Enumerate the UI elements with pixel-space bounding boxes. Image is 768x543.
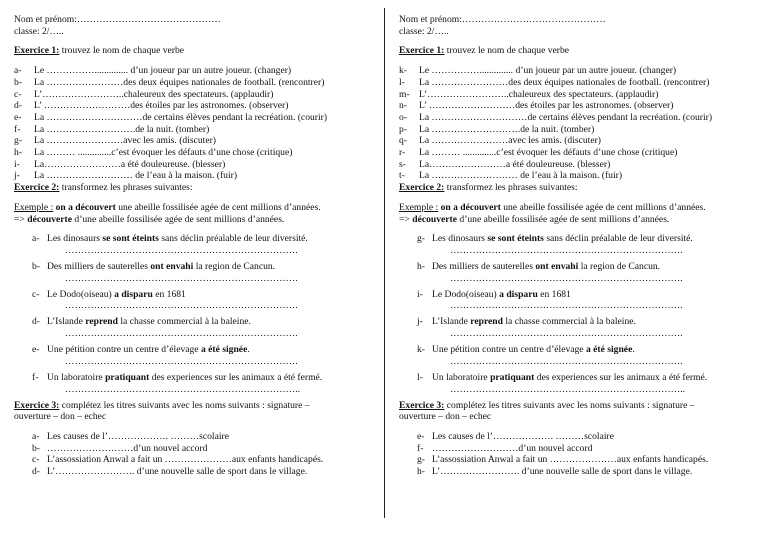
item-letter: k- (399, 65, 407, 77)
exercise-1-item (14, 77, 376, 89)
item-letter: e- (417, 431, 425, 443)
exercise-2-heading (14, 182, 376, 194)
sentence-end: sans déclin préalable de leur diversité. (158, 233, 308, 245)
item-letter: b- (14, 76, 22, 88)
item-letter: k- (417, 344, 425, 356)
example-line (399, 202, 761, 214)
answer-line[interactable]: ………………………………………………………………. (65, 355, 298, 367)
sentence-verb: pratiquant (490, 371, 535, 383)
exercise-2-list (417, 233, 761, 399)
answer-line[interactable]: ………………………………………………………………. (65, 328, 298, 340)
exercise-1-item (399, 135, 761, 147)
item-text: La ……… ..............c’est évoquer les défauts d’une chose (critique) (34, 147, 293, 159)
exercise-1-item (399, 89, 761, 101)
item-letter: r- (399, 147, 406, 159)
example-rest: une abeille fossilisée agée de cent millions d’années. (500, 201, 706, 213)
exercise-2-item (32, 372, 376, 384)
sentence-verb: a été signée (585, 344, 633, 356)
sentence-verb: pratiquant (105, 371, 150, 383)
exercise-1-item (399, 159, 761, 171)
item-sentence (432, 289, 571, 301)
exercise-1-title: Exercice 1: (399, 45, 445, 57)
exercise-1-item (399, 100, 761, 112)
exercise-3-heading (14, 400, 376, 412)
exercise-1-item (14, 65, 376, 77)
sentence-end: . (632, 344, 635, 356)
exercise-1-item (399, 112, 761, 124)
item-text: La……………………a été douleureuse. (blesser) (34, 158, 226, 170)
item-letter: g- (417, 233, 425, 245)
item-letter: i- (417, 288, 423, 300)
item-letter: g- (14, 135, 22, 147)
exercise-1-item (14, 112, 376, 124)
item-text: La …………………………de certains élèves pendant la recréation. (courir) (419, 111, 713, 123)
item-letter: b- (32, 260, 40, 272)
item-sentence (47, 261, 275, 273)
item-text: L’……………………. d’une nouvelle salle de sport dans le village. (47, 466, 308, 478)
name-field: Nom et prénom:……………………………………… (14, 14, 221, 25)
item-text: ………………………d’un nouvel accord (47, 442, 208, 454)
exercise-2-heading (399, 182, 761, 194)
item-letter: g- (417, 454, 425, 466)
example-verb: on a découvert (53, 201, 116, 213)
exercise-3-item (417, 454, 761, 466)
exercise-1-item (14, 147, 376, 159)
answer-line[interactable]: ………………………………………………………………. (450, 244, 683, 256)
item-letter: o- (399, 111, 407, 123)
example-noun: découverte (27, 213, 72, 225)
example-answer-rest: d’une abeille fossilisée agée de sent millions d’années. (72, 213, 285, 225)
exercise-3-list (417, 431, 761, 478)
exercise-2-item (417, 344, 761, 356)
exercise-2-item (32, 344, 376, 356)
exercise-2-item (32, 289, 376, 301)
sentence-verb: a disparu (499, 288, 538, 300)
item-text: La ……………………… de l’eau à la maison. (fuir) (419, 170, 623, 182)
exercise-2-instruction: transformez les phrases suivantes: (444, 182, 578, 194)
item-letter: h- (14, 147, 22, 159)
item-text: La ……………………avec les amis. (discuter) (34, 135, 216, 147)
item-letter: n- (399, 100, 407, 112)
sentence-verb: ont envahi (535, 260, 579, 272)
sentence-verb: se sont éteints (487, 233, 544, 245)
class-field: classe: 2/….. (399, 25, 449, 37)
item-letter: t- (399, 170, 405, 182)
item-letter: m- (399, 88, 410, 100)
exercise-3-instruction: complétez les titres suivants avec les noms suivants : signature – (59, 399, 310, 411)
item-text: L’ ………………………des étoiles par les astronomes. (observer) (419, 100, 674, 112)
item-letter: b- (32, 442, 40, 454)
example-answer (399, 214, 761, 226)
answer-line[interactable]: ………………………………………………………………. (450, 272, 683, 284)
example-label: Exemple : (399, 201, 439, 213)
item-text: La …………………………de certains élèves pendant la recréation. (courir) (34, 111, 328, 123)
exercise-3-heading (399, 400, 761, 412)
example-rest: une abeille fossilisée agée de cent millions d’années. (115, 201, 321, 213)
item-text: La ……………………des deux équipes nationales de football. (rencontrer) (419, 76, 710, 88)
arrow: => (14, 213, 28, 225)
item-sentence (47, 316, 251, 328)
answer-line[interactable]: ………………………………………………………………. (65, 244, 298, 256)
answer-line[interactable]: ………………………………………………………………. (450, 355, 683, 367)
arrow: => (399, 213, 413, 225)
example-verb: on a découvert (438, 201, 501, 213)
sentence-verb: reprend (85, 316, 118, 328)
exercise-2-item (32, 316, 376, 328)
answer-line[interactable]: ………………………………………………………………. (65, 272, 298, 284)
example-label: Exemple : (14, 201, 54, 213)
exercise-3-item (417, 431, 761, 443)
class-field: classe: 2/….. (14, 25, 64, 37)
exercise-1-item (399, 65, 761, 77)
item-text: La ……………………….de la nuit. (tomber) (34, 123, 210, 135)
sentence-verb: a disparu (114, 288, 153, 300)
exercise-3-item (32, 454, 376, 466)
sentence-end: la region de Cancun. (578, 260, 661, 272)
exercise-3-item (417, 466, 761, 478)
sentence-verb: a été signée (200, 344, 248, 356)
exercise-1-heading (14, 45, 376, 57)
item-text: La ……………………des deux équipes nationales de football. (rencontrer) (34, 76, 325, 88)
item-letter: d- (32, 466, 40, 478)
exercise-1-instruction: trouvez le nom de chaque verbe (444, 45, 570, 57)
exercise-2-item (417, 316, 761, 328)
exercise-3-title: Exercice 3: (399, 399, 445, 411)
item-text: La……………………a été douleureuse. (blesser) (419, 158, 611, 170)
item-sentence (432, 233, 693, 245)
exercise-3-item (32, 443, 376, 455)
item-sentence (432, 261, 660, 273)
answer-line[interactable]: ……………………………………………………………….. (65, 383, 301, 395)
exercise-2-list (32, 233, 376, 399)
exercise-3-instruction: complétez les titres suivants avec les noms suivants : signature – (444, 399, 695, 411)
item-text: La ……………………… de l’eau à la maison. (fuir) (34, 170, 238, 182)
answer-line[interactable]: ………………………………………………………………. (450, 300, 683, 312)
exercise-3-item (32, 466, 376, 478)
item-text: L’……………………..chaleureux des spectateurs. (applaudir) (419, 88, 659, 100)
item-letter: q- (399, 135, 407, 147)
example-answer-rest: d’une abeille fossilisée agée de sent millions d’années. (457, 213, 670, 225)
item-sentence (432, 316, 636, 328)
exercise-2-item (417, 372, 761, 384)
exercise-1-heading (399, 45, 761, 57)
exercise-3-words: ouverture – don – echec (399, 411, 492, 423)
exercise-3-title: Exercice 3: (14, 399, 60, 411)
exercise-3-list (32, 431, 376, 478)
example-answer (14, 214, 376, 226)
item-letter: p- (399, 123, 407, 135)
item-letter: c- (32, 288, 40, 300)
answer-line[interactable]: ……………………………………………………………….. (450, 383, 686, 395)
item-text: La ……………………avec les amis. (discuter) (419, 135, 601, 147)
sentence-start: Une pétition contre un centre d’élevage (47, 344, 201, 356)
exercise-1-item (399, 170, 761, 182)
sentence-start: Un laboratoire (47, 371, 106, 383)
item-text: L’assossiation Anwal a fait un …………………aux enfants handicapés. (432, 454, 709, 466)
exercise-1-list (14, 65, 376, 182)
sentence-start: Le Dodo(oiseau) (432, 288, 500, 300)
item-letter: h- (417, 466, 425, 478)
exercise-1-instruction: trouvez le nom de chaque verbe (59, 45, 185, 57)
item-letter: e- (14, 111, 22, 123)
column-divider (384, 8, 385, 518)
item-sentence (432, 372, 707, 384)
exercise-3-item (32, 431, 376, 443)
item-sentence (47, 233, 308, 245)
exercise-1-item (14, 159, 376, 171)
item-letter: e- (32, 344, 40, 356)
sentence-start: Des milliers de sauterelles (432, 260, 536, 272)
item-letter: i- (14, 158, 20, 170)
item-text: L’……………………. d’une nouvelle salle de sport dans le village. (432, 466, 693, 478)
sentence-start: L’Islande (47, 316, 86, 328)
item-text: L’ ………………………des étoiles par les astronomes. (observer) (34, 100, 289, 112)
item-letter: a- (32, 431, 40, 443)
item-sentence (47, 289, 186, 301)
sentence-end: la chasse commercial à la baleine. (117, 316, 251, 328)
item-letter: h- (417, 260, 425, 272)
worksheet-right (399, 14, 761, 478)
item-text: Les causes de l’………………. ………scolaire (432, 431, 614, 443)
sentence-verb: ont envahi (150, 260, 194, 272)
example-line (14, 202, 376, 214)
item-letter: a- (14, 65, 22, 77)
exercise-1-title: Exercice 1: (14, 45, 60, 57)
item-letter: f- (417, 442, 424, 454)
exercise-1-item (14, 135, 376, 147)
item-text: La ……… ..............c’est évoquer les défauts d’une chose (critique) (419, 147, 678, 159)
item-letter: f- (14, 123, 21, 135)
item-letter: c- (32, 454, 40, 466)
item-letter: d- (14, 100, 22, 112)
item-sentence (47, 344, 250, 356)
example-noun: découverte (412, 213, 457, 225)
sentence-start: Des milliers de sauterelles (47, 260, 151, 272)
sentence-start: Un laboratoire (432, 371, 491, 383)
exercise-1-item (399, 147, 761, 159)
exercise-1-item (399, 124, 761, 136)
sentence-verb: se sont éteints (102, 233, 159, 245)
exercise-2-item (417, 233, 761, 245)
item-letter: j- (14, 170, 20, 182)
item-letter: l- (399, 76, 405, 88)
item-sentence (47, 372, 322, 384)
item-letter: c- (14, 88, 22, 100)
sentence-start: Le Dodo(oiseau) (47, 288, 115, 300)
answer-line[interactable]: ………………………………………………………………. (450, 328, 683, 340)
item-sentence (432, 344, 635, 356)
item-text: ………………………d’un nouvel accord (432, 442, 593, 454)
sentence-end: . (247, 344, 250, 356)
exercise-2-title: Exercice 2: (399, 182, 445, 194)
exercise-1-item (14, 89, 376, 101)
exercise-1-item (14, 100, 376, 112)
sentence-end: en 1681 (537, 288, 571, 300)
sentence-end: des experiences sur les animaux a été fermé. (534, 371, 708, 383)
exercise-1-list (399, 65, 761, 182)
item-text: Le …………….............. d’un joueur par un autre joueur. (changer) (419, 65, 677, 77)
sentence-end: la region de Cancun. (193, 260, 276, 272)
item-text: L’……………………..chaleureux des spectateurs. (applaudir) (34, 88, 274, 100)
exercise-3-words: ouverture – don – echec (14, 411, 107, 423)
sentence-end: la chasse commercial à la baleine. (502, 316, 636, 328)
answer-line[interactable]: ………………………………………………………………. (65, 300, 298, 312)
exercise-2-item (417, 289, 761, 301)
item-letter: l- (417, 371, 423, 383)
item-letter: d- (32, 316, 40, 328)
exercise-2-item (32, 233, 376, 245)
worksheet-left (14, 14, 376, 478)
exercise-2-title: Exercice 2: (14, 182, 60, 194)
sentence-start: Les dinosaurs (47, 233, 103, 245)
item-letter: s- (399, 158, 406, 170)
sentence-start: Une pétition contre un centre d’élevage (432, 344, 586, 356)
exercise-1-item (14, 170, 376, 182)
item-letter: a- (32, 233, 40, 245)
item-text: Le …………….............. d’un joueur par un autre joueur. (changer) (34, 65, 292, 77)
item-text: L’assossiation Anwal a fait un …………………aux enfants handicapés. (47, 454, 324, 466)
exercise-3-item (417, 443, 761, 455)
item-letter: j- (417, 316, 423, 328)
item-text: La ……………………….de la nuit. (tomber) (419, 123, 595, 135)
sentence-verb: reprend (470, 316, 503, 328)
exercise-1-item (399, 77, 761, 89)
exercise-2-instruction: transformez les phrases suivantes: (59, 182, 193, 194)
exercise-2-item (32, 261, 376, 273)
name-field: Nom et prénom:……………………………………… (399, 14, 606, 25)
sentence-end: sans déclin préalable de leur diversité. (543, 233, 693, 245)
sentence-start: L’Islande (432, 316, 471, 328)
exercise-1-item (14, 124, 376, 136)
sentence-end: des experiences sur les animaux a été fermé. (149, 371, 323, 383)
sentence-end: en 1681 (152, 288, 186, 300)
item-text: Les causes de l’………………. ………scolaire (47, 431, 229, 443)
sentence-start: Les dinosaurs (432, 233, 488, 245)
exercise-2-item (417, 261, 761, 273)
item-letter: f- (32, 371, 39, 383)
